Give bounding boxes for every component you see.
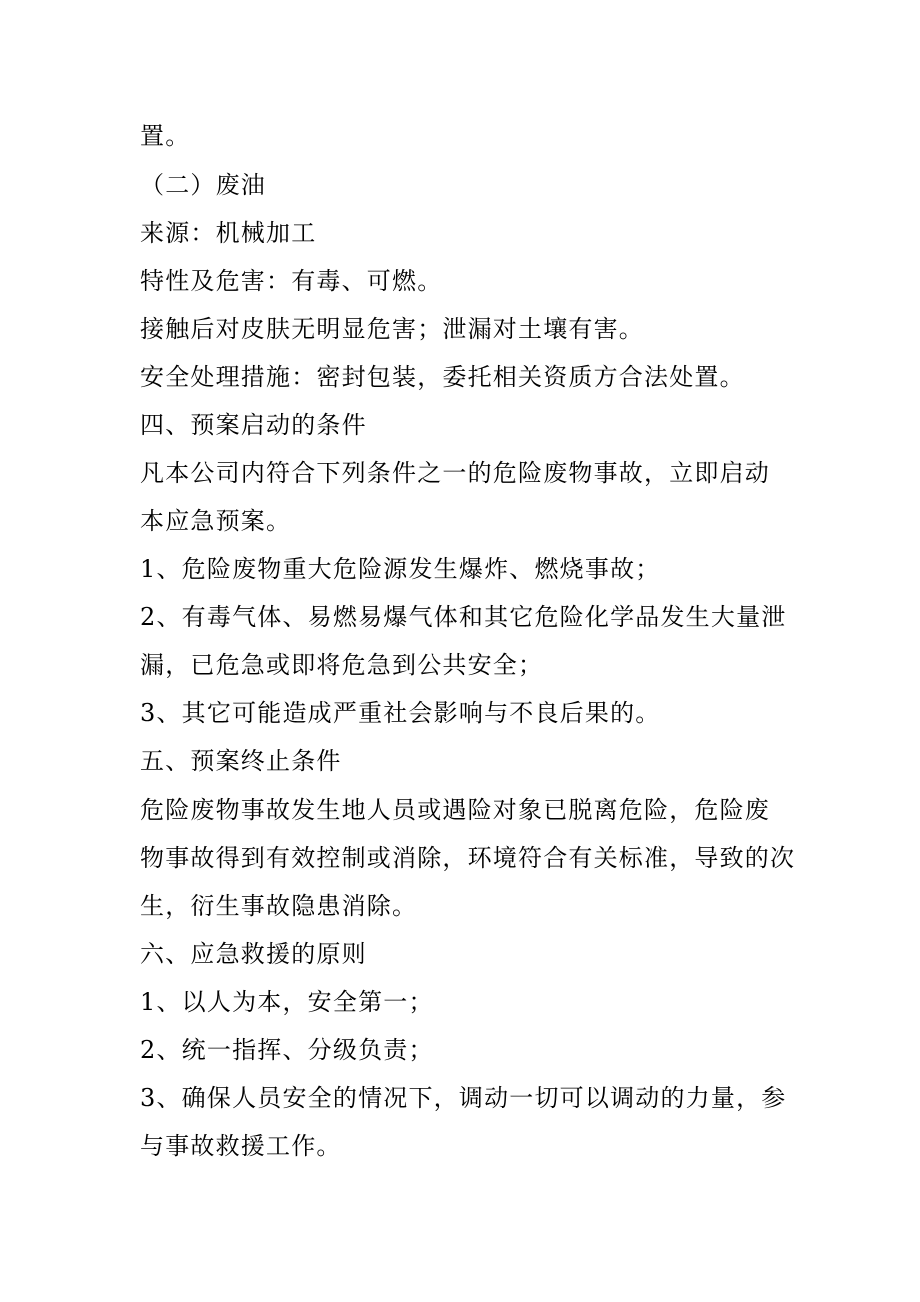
text-line: 物事故得到有效控制或消除，环境符合有关标准，导致的次 [140,844,796,872]
section-heading: 六、应急救援的原则 [140,940,367,968]
text-line: 接触后对皮肤无明显危害；泄漏对土壤有害。 [140,315,644,343]
text-line: 特性及危害：有毒、可燃。 [140,267,443,295]
text-line: 凡本公司内符合下列条件之一的危险废物事故，立即启动 [140,459,770,487]
list-item: 2、有毒气体、易燃易爆气体和其它危险化学品发生大量泄 [140,603,787,631]
list-item: 1、以人为本，安全第一； [140,988,434,1016]
text-line: 来源：机械加工 [140,219,317,247]
list-item: 3、其它可能造成严重社会影响与不良后果的。 [140,699,661,727]
text-line: 置。 [140,122,191,150]
text-line: 漏，已危急或即将危急到公共安全； [140,651,544,679]
list-item: 2、统一指挥、分级负责； [140,1036,434,1064]
text-line: 本应急预案。 [140,507,292,535]
list-item: 3、确保人员安全的情况下，调动一切可以调动的力量，参 [140,1084,787,1112]
section-heading: （二）废油 [140,171,266,199]
text-line: 生，衍生事故隐患消除。 [140,892,418,920]
list-item: 1、危险废物重大危险源发生爆炸、燃烧事故； [140,555,661,583]
section-heading: 五、预案终止条件 [140,747,342,775]
text-line: 安全处理措施：密封包装，委托相关资质方合法处置。 [140,363,745,391]
section-heading: 四、预案启动的条件 [140,411,367,439]
text-line: 与事故救援工作。 [140,1132,342,1160]
text-line: 危险废物事故发生地人员或遇险对象已脱离危险，危险废 [140,796,770,824]
